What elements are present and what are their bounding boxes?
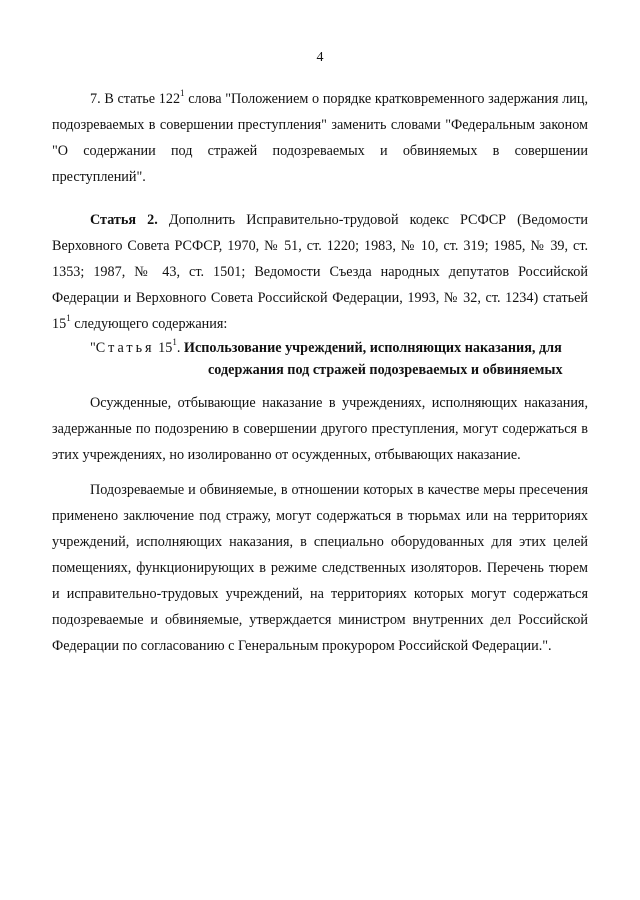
heading-superscript: 1 xyxy=(172,337,177,348)
item-7-prefix: 7. В статье 122 xyxy=(90,91,181,107)
article-2-text-end: следующего содержания: xyxy=(70,316,228,332)
article-2-text: Дополнить Исправительно-трудовой кодекс РСФСР (Ведомости Верховного Совета РСФСР, 1970, № 51, ст. 1220; 1983, № 10, ст. 319; 1985, № 39, ст. 1353; 1987, № 43, ст. 1501; Ведомости Съезда народных депутатов Российской Федерации и Верховного Совета Российской Федерации, 1993, № 32, ст. 1234) статьей 15 xyxy=(52,212,588,332)
body-paragraph-1: Осужденные, отбывающие наказание в учреждениях, исполняющих наказания, задержанные по подозрению в совершении другого преступления, могут содержаться в этих учреждениях, но изолированно от осужденных, отбывающих наказание. xyxy=(52,395,588,463)
heading-quote-open: " xyxy=(90,340,96,356)
document-body xyxy=(52,86,588,659)
heading-article-word: Статья xyxy=(95,340,155,356)
heading-title-line-2: содержания под стражей подозреваемых и обвиняемых xyxy=(208,362,563,378)
article-2-paragraph xyxy=(52,207,588,337)
item-7-superscript: 1 xyxy=(180,88,185,99)
item-7-text: слова "Положением о порядке кратковременного задержания лиц, подозреваемых в совершении преступления" заменить словами "Федеральным законом "О содержании под стражей подозреваемых и обвиняемых в совершении преступлений". xyxy=(52,91,589,185)
page-number: 4 xyxy=(316,50,324,65)
heading-dot: . xyxy=(176,340,181,356)
article-2-label: Статья 2. xyxy=(90,212,158,228)
article-15-1-heading xyxy=(52,337,588,381)
heading-title-line-1: Использование учреждений, исполняющих наказания, для xyxy=(183,340,562,356)
item-7-paragraph xyxy=(52,86,588,190)
heading-article-number: 15 xyxy=(154,340,173,356)
body-paragraph-2: Подозреваемые и обвиняемые, в отношении которых в качестве меры пресечения применено заключение под стражу, могут содержаться в тюрьмах или на территориях учреждений, исполняющих наказания, в специально оборудованных для этих целей помещениях, функционирующих в режиме следственных изоляторов. Перечень тюрем и исправительно-трудовых учреждений, на территориях которых могут содержаться подозреваемые и обвиняемые, утверждается министром внутренних дел Российской Федерации по согласованию с Генеральным прокурором Российской Федерации.". xyxy=(52,482,588,654)
article-2-superscript: 1 xyxy=(66,313,71,324)
